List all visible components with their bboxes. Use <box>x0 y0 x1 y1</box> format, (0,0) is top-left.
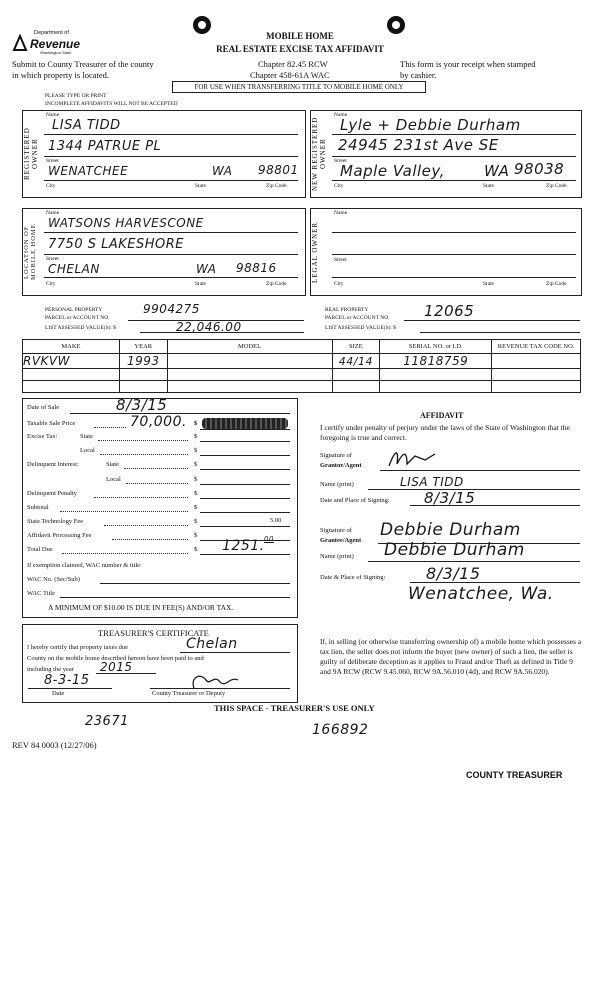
please-type: PLEASE TYPE OR PRINT <box>45 93 107 99</box>
grantee-date-value[interactable]: 8/3/15 <box>426 564 481 583</box>
treasurer-line-1: I hereby certify that property taxes due <box>27 644 129 651</box>
treasurer-cert-title: TREASURER'S CERTIFICATE <box>98 628 209 638</box>
sale-tax-box <box>22 398 298 618</box>
cell-model[interactable] <box>167 354 332 369</box>
personal-property-label: PERSONAL PROPERTY <box>45 307 103 313</box>
no-street-label: Street <box>334 158 347 164</box>
treasurer-year-value[interactable]: 2015 <box>100 660 133 674</box>
date-of-sale-label: Date of Sale <box>27 404 60 411</box>
grantee-date-label: Date & Place of Signing: <box>320 574 386 581</box>
logo-tag: Washington State <box>40 50 72 55</box>
loc-zip-value[interactable]: 98816 <box>236 261 277 275</box>
ro-street-label: Street <box>46 158 59 164</box>
incomplete-note: INCOMPLETE AFFIDAVITS WILL NOT BE ACCEPTED <box>45 101 178 107</box>
grantee-sig-label: Signature of <box>320 527 352 534</box>
excise-state-label: State <box>80 433 93 440</box>
vehicle-table <box>22 339 581 393</box>
no-street-value[interactable]: 24945 231st Ave SE <box>338 136 499 154</box>
affidavit-title: AFFIDAVIT <box>420 411 464 420</box>
handwritten-number-1: 23671 <box>85 714 129 729</box>
real-assessed-label: LIST ASSESSED VALUE(S): $ <box>325 325 397 331</box>
no-name-label: Name <box>334 112 348 118</box>
personal-assessed-label: LIST ASSESSED VALUE(S): $ <box>45 325 117 331</box>
real-parcel-value[interactable]: 12065 <box>424 302 475 320</box>
treasurer-line-2: County on the mobile home described hereon have been paid to and <box>27 655 204 662</box>
no-zip-value[interactable]: 98038 <box>514 160 565 178</box>
new-owner-label: NEW REGISTERED OWNER <box>311 116 327 192</box>
use-banner: FOR USE WHEN TRANSFERRING TITLE TO MOBILE HOME ONLY <box>172 81 426 93</box>
total-due-value[interactable]: 1251. <box>222 538 265 554</box>
real-parcel-label: PARCEL or ACCOUNT NO. <box>325 315 390 321</box>
personal-assessed-value[interactable]: 22,046.00 <box>176 320 242 334</box>
receipt-line-2: by cashier. <box>400 70 437 80</box>
treasurer-date-label: Date <box>52 690 65 697</box>
loc-city-value[interactable]: CHELAN <box>48 262 100 276</box>
ro-street-value[interactable]: 1344 PATRUE PL <box>48 139 162 154</box>
ro-zip-value[interactable]: 98801 <box>258 163 299 177</box>
rev-number: REV 84 0003 (12/27/06) <box>12 740 97 750</box>
lo-name-label: Name <box>334 210 348 216</box>
submit-line-2: in which property is located. <box>12 70 110 80</box>
treasurer-line-3: including the year <box>27 666 74 673</box>
grantee-name-label: Name (print) <box>320 553 354 560</box>
grantee-name-value[interactable]: Debbie Durham <box>384 540 525 560</box>
loc-name-value[interactable]: WATSONS HARVESCONE <box>48 216 204 230</box>
th-size: SIZE <box>332 340 380 354</box>
loc-name-label: Name <box>46 210 60 216</box>
grantor-date-value[interactable]: 8/3/15 <box>424 489 476 507</box>
ro-name-label: Name <box>46 112 60 118</box>
treasurer-space-label: THIS SPACE - TREASURER'S USE ONLY <box>214 703 375 713</box>
wac-title-label: WAC Title <box>27 590 55 597</box>
grantor-sig-label: Signature of <box>320 452 352 459</box>
treasurer-date-value[interactable]: 8-3-15 <box>44 673 90 688</box>
no-name-value[interactable]: Lyle + Debbie Durham <box>340 116 521 134</box>
lo-city-label: City <box>334 281 344 287</box>
excise-tax-label: Excise Tax: <box>27 433 58 440</box>
fraud-notice: If, in selling (or otherwise transferring ownership of) a mobile home which possesses a tax lien, the seller does not inform the buyer (new owner) of such a lien, the seller is guilty of deliberate deception as it applies to Fraud and/or Theft as defined in Title 9 and 9A RCW (RCW 9.45.060, RCW 9A.56.010 (4d), and RCW 9A.56.020). <box>320 637 582 676</box>
no-state-label: State <box>483 183 494 189</box>
tech-fee-value: 5.00 <box>270 517 282 524</box>
lo-state-label: State <box>483 281 494 287</box>
lo-zip-label: Zip Code <box>546 281 567 287</box>
lo-street-label: Street <box>334 257 347 263</box>
processing-fee-label: Affidavit Processing Fee <box>27 532 92 539</box>
loc-zip-label: Zip Code <box>266 281 287 287</box>
form-title-1: MOBILE HOME <box>266 31 334 41</box>
grantor-sig-label-2: Grantor/Agent <box>320 462 362 469</box>
ro-state-label: State <box>195 183 206 189</box>
date-of-sale-value[interactable]: 8/3/15 <box>116 396 168 414</box>
chapter-wac: Chapter 458-61A WAC <box>250 70 330 80</box>
delinquent-interest-label: Delinquent Interest: <box>27 461 79 468</box>
taxable-price-value[interactable]: 70,000. <box>130 414 187 430</box>
th-make: MAKE <box>23 340 120 354</box>
loc-city-label: City <box>46 281 56 287</box>
personal-parcel-label: PARCEL or ACCOUNT NO. <box>45 315 110 321</box>
delinquent-local-label: Local <box>106 476 121 483</box>
grantor-name-label: Name (print) <box>320 481 354 488</box>
tech-fee-label: State Technology Fee <box>27 518 84 525</box>
ro-city-label: City <box>46 183 56 189</box>
exemption-label: If exemption claimed, WAC number & title: <box>27 562 142 569</box>
cell-serial[interactable]: 11818759 <box>380 354 492 369</box>
total-due-cents[interactable]: 00 <box>264 535 274 543</box>
loc-street-value[interactable]: 7750 S LAKESHORE <box>48 237 184 252</box>
ro-state-value[interactable]: WA <box>212 164 233 178</box>
grantor-date-label: Date and Place of Signing: <box>320 497 390 504</box>
minimum-notice: A MINIMUM OF $10.00 IS DUE IN FEE(S) AND/OR TAX. <box>48 603 234 612</box>
delinquent-penalty-label: Delinquent Penalty <box>27 490 78 497</box>
registered-owner-label: REGISTERED OWNER <box>23 127 39 181</box>
personal-parcel-value[interactable]: 9904275 <box>143 302 200 316</box>
dept-small: Department of <box>34 30 69 36</box>
grantee-sig-label-2: Grantee/Agent <box>320 537 362 544</box>
cell-size[interactable]: 44/14 <box>332 354 380 369</box>
logo-text: Revenue <box>30 37 81 51</box>
excise-local-label: Local <box>80 447 95 454</box>
chapter-rcw: Chapter 82.45 RCW <box>258 59 328 69</box>
receipt-line-1: This form is your receipt when stamped <box>400 59 536 69</box>
price-scribble <box>202 418 288 429</box>
affidavit-certify: I certify under penalty of perjury under the laws of the State of Washington that the foregoing is true and correct. <box>320 423 570 442</box>
handwritten-number-2: 166892 <box>312 722 369 738</box>
legal-owner-label: LEGAL OWNER <box>311 221 319 283</box>
taxable-price-label: Taxable Sale Price <box>27 420 76 427</box>
grantor-name-value[interactable]: LISA TIDD <box>400 475 464 489</box>
loc-state-label: State <box>195 281 206 287</box>
ro-city-value[interactable]: WENATCHEE <box>48 164 129 178</box>
county-treasurer-footer: COUNTY TREASURER <box>466 770 563 780</box>
grantor-signature[interactable] <box>385 446 445 470</box>
treasurer-signer-label: County Treasurer or Deputy <box>152 690 226 697</box>
cell-year[interactable]: 1993 <box>119 354 167 369</box>
no-zip-label: Zip Code <box>546 183 567 189</box>
ro-zip-label: Zip Code <box>266 183 287 189</box>
delinquent-state-label: State <box>106 461 119 468</box>
submit-line-1: Submit to County Treasurer of the county <box>12 59 154 69</box>
th-revenue-code: REVENUE TAX CODE NO. <box>492 340 581 354</box>
wac-no-label: WAC No. (Sec/Sub) <box>27 576 80 583</box>
real-property-label: REAL PROPERTY <box>325 307 369 313</box>
form-title-2: REAL ESTATE EXCISE TAX AFFIDAVIT <box>216 44 384 54</box>
total-due-label: Total Due <box>27 546 53 553</box>
treasurer-county-value[interactable]: Chelan <box>186 636 238 652</box>
no-state-value[interactable]: WA <box>484 162 510 180</box>
th-model: MODEL <box>167 340 332 354</box>
no-city-label: City <box>334 183 344 189</box>
grantee-signature[interactable]: Debbie Durham <box>380 520 521 540</box>
grantee-place-value[interactable]: Wenatchee, Wa. <box>408 584 554 604</box>
revenue-logo-icon <box>12 34 28 52</box>
loc-state-value[interactable]: WA <box>196 262 217 276</box>
ro-name-value[interactable]: LISA TIDD <box>52 118 121 133</box>
th-year: YEAR <box>119 340 167 354</box>
legal-owner-box <box>310 208 582 296</box>
no-city-value[interactable]: Maple Valley, <box>340 162 445 180</box>
cell-make[interactable]: RVKVW <box>23 354 120 369</box>
th-serial: SERIAL NO. or I.D. <box>380 340 492 354</box>
cell-revenue-code[interactable] <box>492 354 581 369</box>
subtotal-label: Subtotal <box>27 504 49 511</box>
revenue-logo <box>12 30 82 56</box>
loc-street-label: Street <box>46 256 59 262</box>
location-label: LOCATION OF MOBILE HOME <box>23 223 37 281</box>
